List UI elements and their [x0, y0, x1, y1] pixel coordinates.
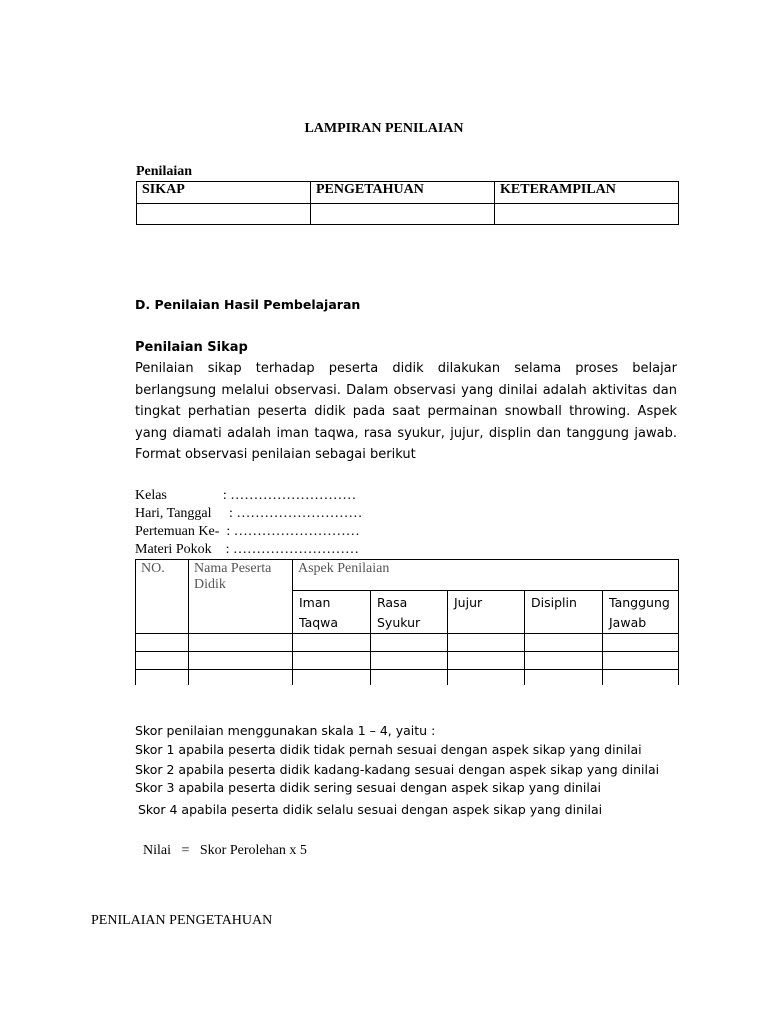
- aspect-jujur: Jujur: [448, 591, 525, 634]
- table-cell: [137, 204, 311, 225]
- table-cell: [371, 652, 448, 670]
- nilai-formula: Nilai = Skor Perolehan x 5: [143, 843, 307, 858]
- table-row: [136, 670, 679, 686]
- header-aspek: Aspek Penilaian: [293, 560, 679, 591]
- table-cell: [525, 652, 603, 670]
- info-hari-tanggal: Hari, Tanggal : ………………………: [135, 506, 363, 521]
- penilaian-label: Penilaian: [136, 164, 193, 179]
- table-cell: [495, 204, 679, 225]
- info-kelas: Kelas : ………………………: [135, 488, 357, 503]
- table-row: [137, 204, 679, 225]
- header-keterampilan: KETERAMPILAN: [495, 182, 679, 204]
- table-cell: [136, 634, 189, 652]
- table-row: [136, 652, 679, 670]
- scoring-4: Skor 4 apabila peserta didik selalu sesuai dengan aspek sikap yang dinilai: [138, 802, 603, 817]
- aspect-iman-taqwa: Iman Taqwa: [293, 591, 371, 634]
- table-cell: [603, 652, 679, 670]
- table-cell: [136, 652, 189, 670]
- table-cell: [293, 634, 371, 652]
- header-nama: Nama Peserta Didik: [189, 560, 293, 634]
- sikap-paragraph: Penilaian sikap terhadap peserta didik dilakukan selama proses belajar berlangsung melalui observasi. Dalam observasi yang dinilai adalah aktivitas dan tingkat perhatian peserta didik pada saat permainan snowball throwing. Aspek yang diamati adalah iman taqwa, rasa syukur, jujur, displin dan tanggung jawab. Format observasi penilaian sebagai berikut: [135, 361, 677, 462]
- info-pertemuan: Pertemuan Ke- : ………………………: [135, 524, 360, 539]
- document-title: LAMPIRAN PENILAIAN: [304, 121, 464, 136]
- table-cell: [189, 634, 293, 652]
- info-materi: Materi Pokok : ………………………: [135, 542, 359, 557]
- table-cell: [311, 204, 495, 225]
- table-cell: [603, 634, 679, 652]
- table-cell: [525, 634, 603, 652]
- table-cell: [603, 670, 679, 686]
- table-cell: [448, 634, 525, 652]
- scoring-intro: Skor penilaian menggunakan skala 1 – 4, yaitu :: [135, 723, 436, 738]
- table-cell: [293, 670, 371, 686]
- aspect-disiplin: Disiplin: [525, 591, 603, 634]
- table-cell: [189, 670, 293, 686]
- pengetahuan-heading: PENILAIAN PENGETAHUAN: [91, 913, 273, 928]
- table-cell: [448, 652, 525, 670]
- summary-table: [136, 181, 679, 225]
- table-cell: [448, 670, 525, 686]
- table-row: [136, 634, 679, 652]
- scoring-1: Skor 1 apabila peserta didik tidak pernah sesuai dengan aspek sikap yang dinilai: [135, 742, 642, 757]
- sikap-heading: Penilaian Sikap: [135, 340, 248, 355]
- table-cell: [525, 670, 603, 686]
- table-cell: [189, 652, 293, 670]
- table-row: [136, 560, 679, 591]
- header-no: NO.: [136, 560, 189, 634]
- scoring-3: Skor 3 apabila peserta didik sering sesuai dengan aspek sikap yang dinilai: [135, 780, 602, 795]
- table-row: [137, 182, 679, 204]
- observation-table: [135, 559, 679, 685]
- table-cell: [293, 652, 371, 670]
- aspect-tanggung-jawab: Tanggung Jawab: [603, 591, 679, 634]
- header-pengetahuan: PENGETAHUAN: [311, 182, 495, 204]
- table-cell: [371, 634, 448, 652]
- table-cell: [136, 670, 189, 686]
- table-cell: [371, 670, 448, 686]
- header-sikap: SIKAP: [137, 182, 311, 204]
- aspect-rasa-syukur: Rasa Syukur: [371, 591, 448, 634]
- section-heading: D. Penilaian Hasil Pembelajaran: [135, 297, 361, 312]
- scoring-2: Skor 2 apabila peserta didik kadang-kadang sesuai dengan aspek sikap yang dinilai: [135, 762, 660, 777]
